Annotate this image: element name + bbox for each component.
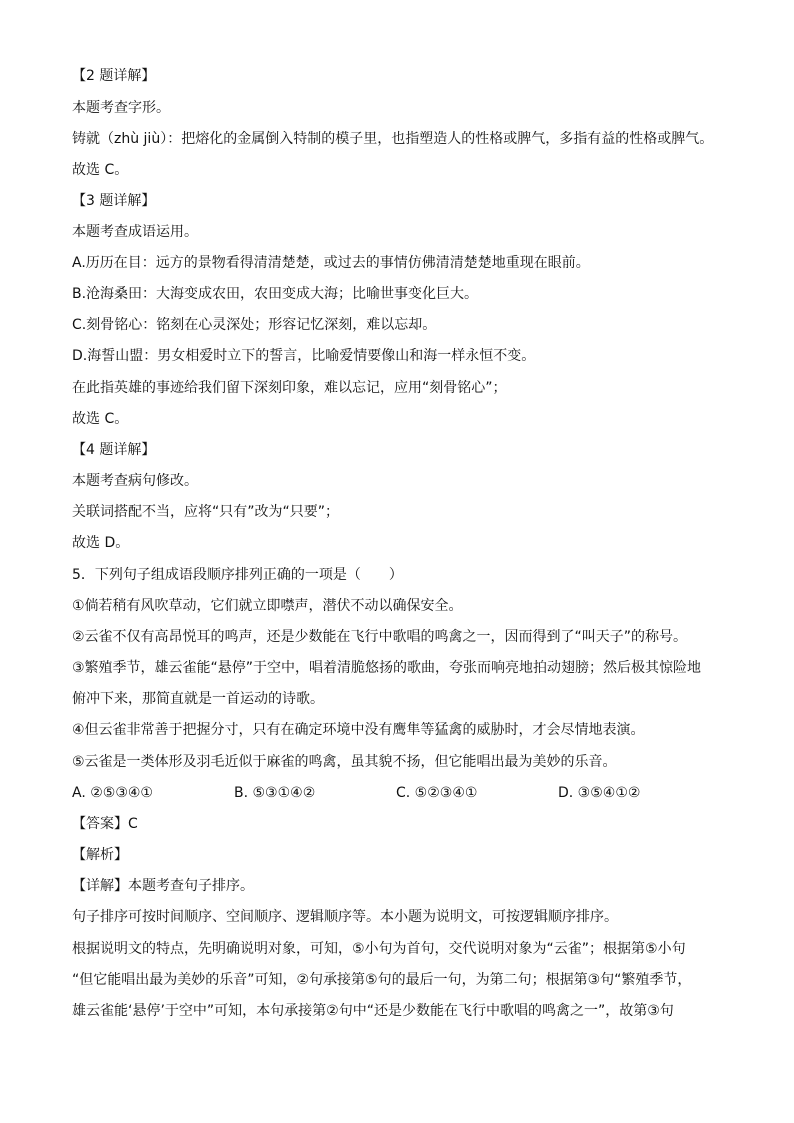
text-line: ④但云雀非常善于把握分寸，只有在确定环境中没有鹰隼等猛禽的威胁时，才会尽情地表演。 (72, 722, 645, 738)
section-heading-q2: 【2 题详解】 (72, 68, 156, 84)
text-line: ②云雀不仅有高昂悦耳的鸣声，还是少数能在飞行中歌唱的鸣禽之一，因而得到了“叫天子”的称号。 (72, 629, 688, 645)
question-5-stem: 5．下列句子组成语段顺序排列正确的一项是（ ） (72, 567, 403, 583)
text-line: 本题考查字形。 (72, 100, 170, 116)
option-a: A. ②⑤③④① (72, 785, 153, 801)
section-heading-q3: 【3 题详解】 (72, 193, 156, 209)
text-line: 本题考查病句修改。 (72, 473, 198, 489)
text-line: 故选 D。 (72, 535, 130, 551)
text-line: D.海誓山盟：男女相爱时立下的誓言，比喻爱情要像山和海一样永恒不变。 (72, 348, 536, 364)
analysis-label: 【解析】 (72, 847, 128, 863)
text-line: 故选 C。 (72, 411, 129, 427)
text-line: 本题考查成语运用。 (72, 224, 198, 240)
text-line: 在此指英雄的事迹给我们留下深刻印象，难以忘记，应用“刻骨铭心”； (72, 380, 507, 396)
text-line: 关联词搭配不当，应将“只有”改为“只要”； (72, 504, 340, 520)
option-c: C. ⑤②③④① (396, 785, 478, 801)
option-d: D. ③⑤④①② (558, 785, 641, 801)
text-line: B.沧海桑田：大海变成农田，农田变成大海；比喻世事变化巨大。 (72, 286, 479, 302)
text-line: A.历历在目：远方的景物看得清清楚楚，或过去的事情仿佛清清楚楚地重现在眼前。 (72, 255, 590, 271)
text-line: C.刻骨铭心：铭刻在心灵深处；形容记忆深刻，难以忘却。 (72, 317, 437, 333)
answer-line: 【答案】C (72, 816, 138, 832)
detail-line: 根据说明文的特点，先明确说明对象，可知，⑤小句为首句，交代说明对象为“云雀”；根据第⑤小句 (72, 941, 686, 957)
text-line: ③繁殖季节，雄云雀能“悬停”于空中，唱着清脆悠扬的歌曲，夸张而响亮地拍动翅膀；然后极其惊险地 (72, 660, 702, 676)
detail-line: 句子排序可按时间顺序、空间顺序、逻辑顺序等。本小题为说明文，可按逻辑顺序排序。 (72, 909, 618, 925)
detail-line: “但它能唱出最为美妙的乐音”可知，②句承接第⑤句的最后一句，为第二句；根据第③句“繁殖季节， (72, 972, 692, 988)
text-line: 铸就（zhù jiù）：把熔化的金属倒入特制的模子里，也指塑造人的性格或脾气，多指有益的性格或脾气。 (72, 131, 714, 147)
text-line: ⑤云雀是一类体形及羽毛近似于麻雀的鸣禽，虽其貌不扬，但它能唱出最为美妙的乐音。 (72, 754, 617, 770)
detail-line: 雄云雀能‘悬停’于空中”可知，本句承接第②句中“还是少数能在飞行中歌唱的鸣禽之一”，故第③句 (72, 1003, 674, 1019)
option-b: B. ⑤③①④② (234, 785, 316, 801)
text-line: ①倘若稍有风吹草动，它们就立即噤声，潜伏不动以确保安全。 (72, 598, 463, 614)
text-line: 故选 C。 (72, 162, 129, 178)
text-line: 俯冲下来，那简直就是一首运动的诗歌。 (72, 691, 324, 707)
section-heading-q4: 【4 题详解】 (72, 442, 156, 458)
detail-line: 【详解】本题考查句子排序。 (72, 878, 254, 894)
